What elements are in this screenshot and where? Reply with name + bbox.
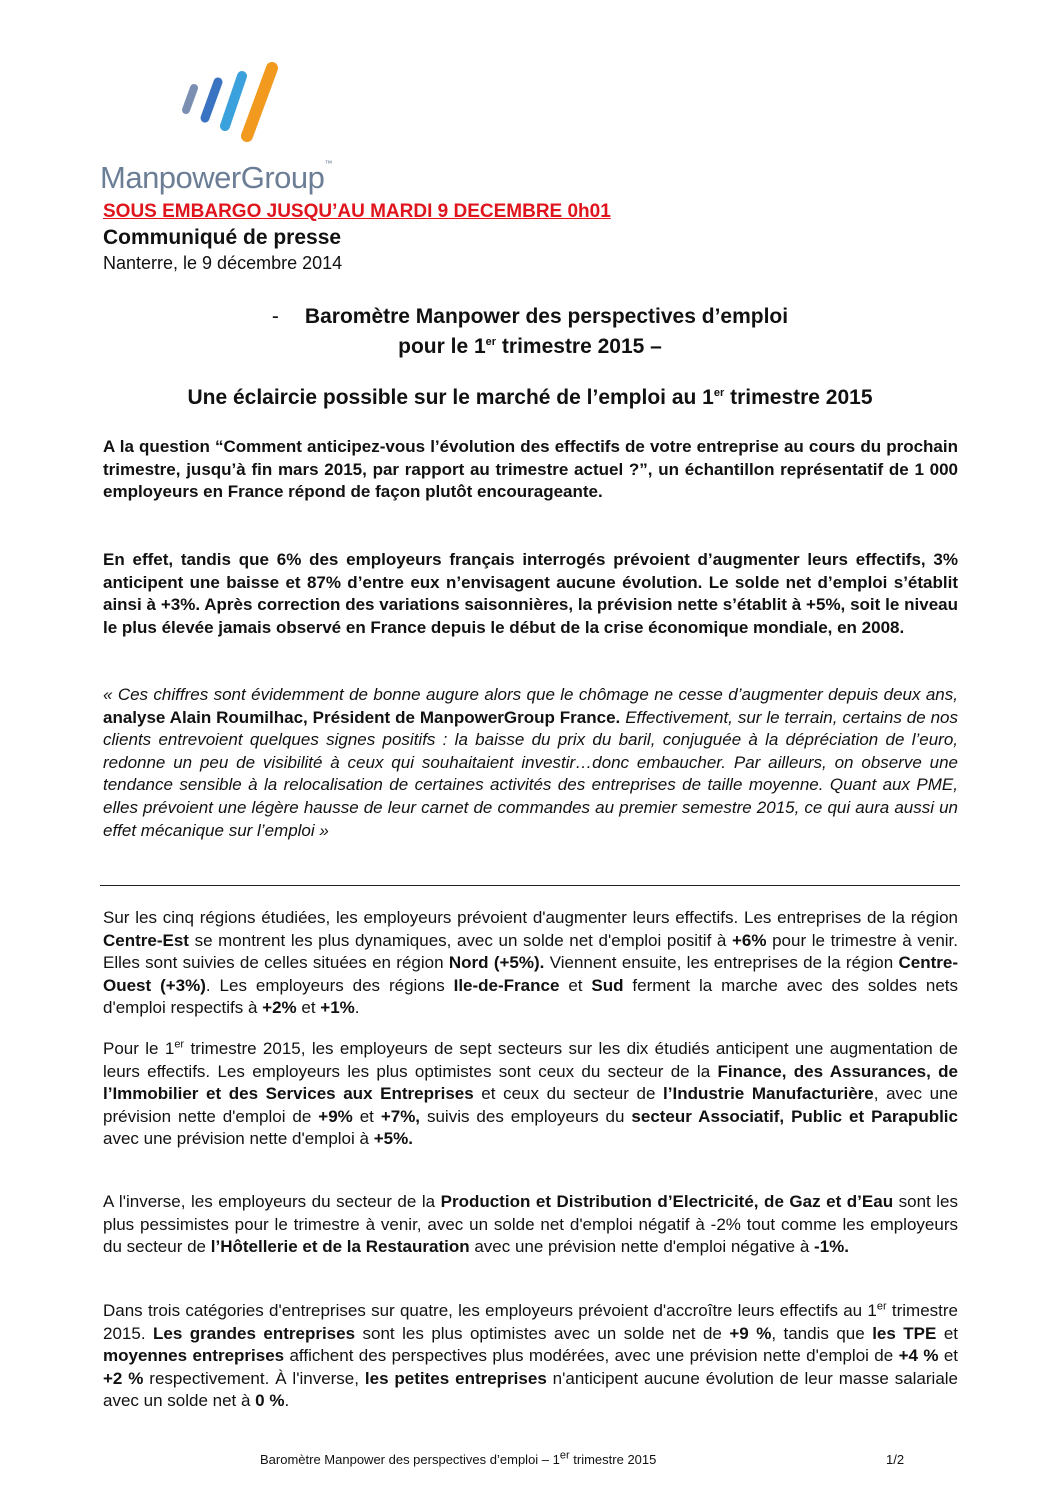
manpowergroup-logo <box>100 58 350 198</box>
logo-stripe-2 <box>205 82 218 118</box>
quote-speaker: analyse Alain Roumilhac, Président de ManpowerGroup France. <box>103 707 621 727</box>
page-footer: Baromètre Manpower des perspectives d’emploi – 1er trimestre 2015 <box>260 1449 657 1467</box>
press-release-label: Communiqué de presse <box>103 226 342 249</box>
subtitle: Une éclaircie possible sur le marché de l’emploi au 1er trimestre 2015 <box>187 386 873 409</box>
logo-stripe-4 <box>247 68 272 136</box>
section-divider <box>100 885 960 886</box>
dateline: Nanterre, le 9 décembre 2014 <box>103 253 343 273</box>
logo-stripe-3 <box>225 76 242 126</box>
quote-paragraph: « Ces chiffres sont évidemment de bonne augure alors que le chômage ne cesse d’augmenter depuis deux ans, analyse Alain Roumilhac, Président de ManpowerGroup France. Effectivement, sur le terrain, certains de nos clients entrevoient quelques signes positifs : la baisse du prix du baril, conjuguée à la dépréciation de l’euro, redonne un peu de visibilité à ceux qui souhaitaient investir…donc embaucher. Par ailleurs, on observe une tendance sensible à la relocalisation de certaines activités des entreprises de taille moyenne. Quant aux PME, elles prévoient une légère hausse de leur carnet de commandes au premier semestre 2015, ce qui aura aussi un effet mécanique sur l’emploi » <box>103 685 959 840</box>
title-line-1: - Baromètre Manpower des perspectives d’emploi <box>271 305 789 328</box>
regions-paragraph: Sur les cinq régions étudiées, les employeurs prévoient d'augmenter leurs effectifs. Les entreprises de la région Centre-Est se montrent les plus dynamiques, avec un solde net d'emploi positif à +6% pour le trimestre à venir. Elles sont suivies de celles situées en région Nord (+5%). Viennent ensuite, les entreprises de la région Centre-Ouest (+3%). Les employeurs des régions Ile-de-France et Sud ferment la marche avec des soldes nets d'emploi respectifs à +2% et +1%. <box>103 908 958 1018</box>
logo-stripes-icon <box>170 58 340 148</box>
logo-stripe-1 <box>186 88 194 110</box>
company-size-paragraph: Dans trois catégories d'entreprises sur quatre, les employeurs prévoient d'accroître leurs effectifs au 1er trimestre 2015. Les grandes entreprises sont les plus optimistes avec un solde net de +9 %, tandis que les TPE et moyennes entreprises affichent des perspectives plus modérées, avec une prévision nette d'emploi de +4 % et +2 % respectivement. À l'inverse, les petites entreprises n'anticipent aucune évolution de leur masse salariale avec un solde net à 0 %. <box>103 1300 959 1411</box>
logo-wordmark: ManpowerGroup™ <box>100 159 332 195</box>
sectors-paragraph: Pour le 1er trimestre 2015, les employeurs de sept secteurs sur les dix étudiés anticipent une augmentation de leurs effectifs. Les employeurs les plus optimistes sont ceux du secteur de la Finance, des Assurances, de l’Immobilier et des Services aux Entreprises et ceux du secteur de l’Industrie Manufacturière, avec une prévision nette d'emploi de +9% et +7%, suivis des employeurs du secteur Associatif, Public et Parapublic avec une prévision nette d'emploi à +5%. <box>103 1038 958 1149</box>
title-line-2: pour le 1er trimestre 2015 – <box>398 335 662 358</box>
embargo-notice: SOUS EMBARGO JUSQU’AU MARDI 9 DECEMBRE 0h01 <box>103 201 611 222</box>
lead-paragraph: A la question “Comment anticipez-vous l’évolution des effectifs de votre entreprise au cours du prochain trimestre, jusqu’à fin mars 2015, par rapport au trimestre actuel ?”, un échantillon représentatif de 1 000 employeurs en France répond de façon plutôt encourageante. <box>103 437 958 502</box>
pessimistic-sectors-paragraph: A l'inverse, les employeurs du secteur de la Production et Distribution d’Electricité, de Gaz et d’Eau sont les plus pessimistes pour le trimestre à venir, avec un solde net d'emploi négatif à -2% tout comme les employeurs du secteur de l’Hôtellerie et de la Restauration avec une prévision nette d'emploi négative à -1%. <box>103 1192 959 1257</box>
page-number: 1/2 <box>886 1452 905 1467</box>
key-figures-paragraph: En effet, tandis que 6% des employeurs français interrogés prévoient d’augmenter leurs effectifs, 3% anticipent une baisse et 87% d’entre eux n’envisagent aucune évolution. Le solde net d’emploi s’établit ainsi à +3%. Après correction des variations saisonnières, la prévision nette s’établit à +5%, soit le niveau le plus élevée jamais observé en France depuis le début de la crise économique mondiale, en 2008. <box>103 550 958 637</box>
